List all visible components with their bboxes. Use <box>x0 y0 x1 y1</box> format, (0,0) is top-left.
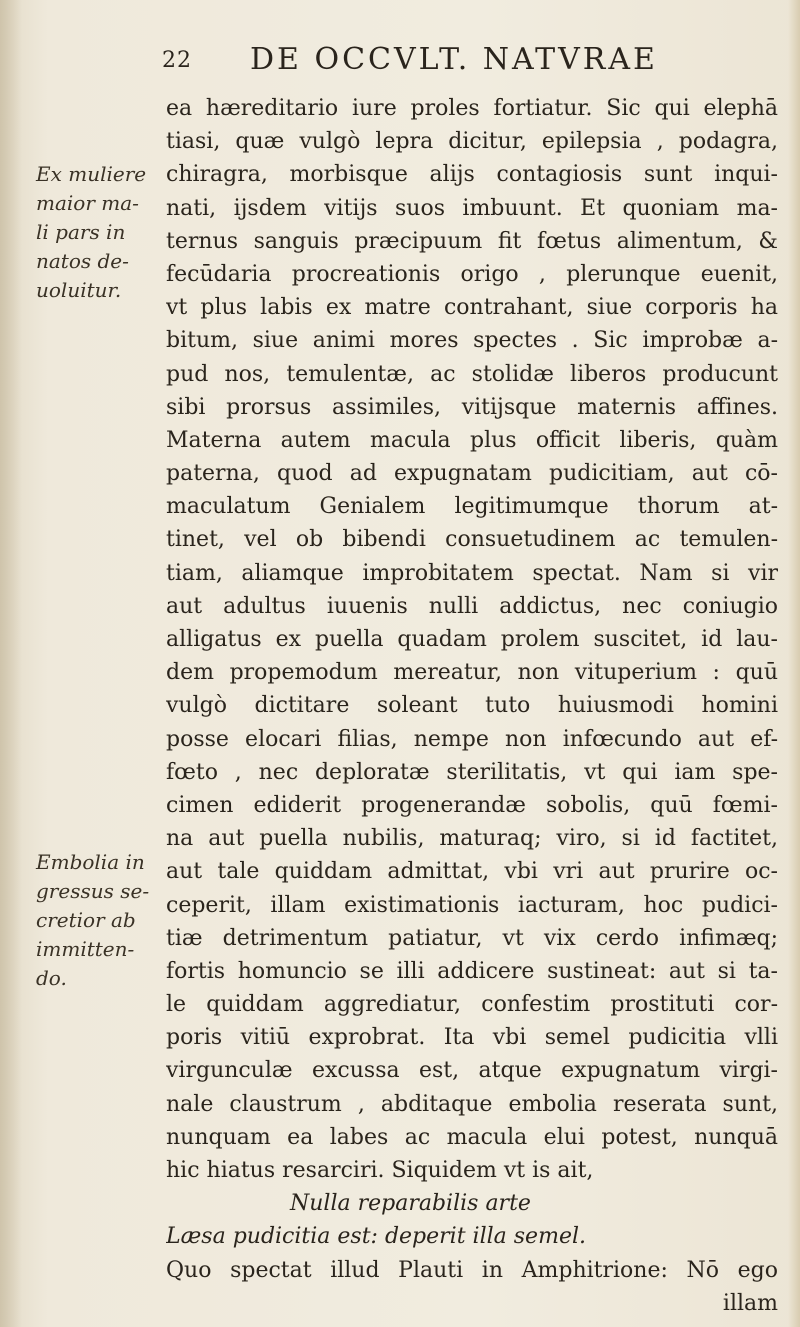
margin-note-embolia <box>36 848 156 993</box>
margin-note-line: li pars in <box>36 220 126 244</box>
text-line: nunquam ea labes ac macula elui potest, nunquā <box>166 1124 778 1150</box>
text-line: bitum, siue animi mores spectes . Sic improbæ a- <box>166 328 778 354</box>
margin-note-line: immitten- <box>36 937 135 961</box>
page-header <box>150 42 790 82</box>
text-line: tiæ detrimentum patiatur, vt vix cerdo infimæq; <box>166 925 778 951</box>
verse-line: Nulla reparabilis arte <box>290 1191 531 1217</box>
gutter-shadow <box>0 0 22 1327</box>
text-line: nale claustrum , abditaque embolia reserata sunt, <box>166 1091 778 1117</box>
text-line: tiam, aliamque improbitatem spectat. Nam si vir <box>166 560 778 586</box>
margin-note-line: do. <box>36 966 67 990</box>
text-line: dem propemodum mereatur, non vituperium : quū <box>166 660 778 686</box>
text-line: maculatum Genialem legitimumque thorum at- <box>166 494 778 520</box>
margin-note-line: Ex muliere <box>36 162 147 186</box>
page-number: 22 <box>162 48 192 73</box>
text-line: na aut puella nubilis, maturaq; viro, si id factitet, <box>166 826 778 852</box>
text-line: Quo spectat illud Plauti in Amphitrione: Nō ego <box>166 1257 778 1283</box>
text-line: hic hiatus resarciri. Siquidem vt is ait, <box>166 1158 594 1183</box>
text-line: tinet, vel ob bibendi consuetudinem ac temulen- <box>166 527 778 553</box>
text-line: chiragra, morbisque alijs contagiosis sunt inqui- <box>166 162 778 188</box>
text-line: cimen ediderit progenerandæ sobolis, quū fœmi- <box>166 792 778 818</box>
margin-note-line: uoluitur. <box>36 278 122 302</box>
text-line: vulgò dictitare soleant tuto huiusmodi homini <box>166 693 778 719</box>
body-text <box>166 92 778 1320</box>
text-line: virgunculæ excussa est, atque expugnatum virgi- <box>166 1058 778 1084</box>
text-line: fortis homuncio se illi addicere sustineat: aut si ta- <box>166 958 778 984</box>
margin-note-line: gressus se- <box>36 879 150 903</box>
running-head: DE OCCVLT. NATVRAE <box>250 42 658 77</box>
margin-note-maternal <box>36 160 156 305</box>
margin-note-line: natos de- <box>36 249 129 273</box>
catchword: illam <box>722 1290 778 1316</box>
text-line: vt plus labis ex matre contrahant, siue corporis ha <box>166 295 778 321</box>
text-line: nati, ijsdem vitijs suos imbuunt. Et quoniam ma- <box>166 195 778 221</box>
margin-note-line: Embolia in <box>36 850 145 874</box>
text-line: ea hæreditario iure proles fortiatur. Sic qui elephā <box>166 96 778 121</box>
text-line: fecūdaria procreationis origo , plerunque euenit, <box>166 261 778 287</box>
text-line: alligatus ex puella quadam prolem suscitet, id lau- <box>166 627 778 652</box>
text-line: aut adultus iuuenis nulli addictus, nec coniugio <box>166 593 778 619</box>
text-line: poris vitiū exprobrat. Ita vbi semel pudicitia vlli <box>166 1025 778 1051</box>
page-edge-shadow <box>788 0 800 1327</box>
text-line: ceperit, illam existimationis iacturam, hoc pudici- <box>166 892 778 918</box>
text-line: paterna, quod ad expugnatam pudicitiam, aut cō- <box>166 461 778 487</box>
text-line: sibi prorsus assimiles, vitijsque maternis affines. <box>166 394 778 420</box>
text-line: le quiddam aggrediatur, confestim prostituti cor- <box>166 992 778 1018</box>
verse-line: Læsa pudicitia est: deperit illa semel. <box>166 1224 586 1250</box>
text-line: tiasi, quæ vulgò lepra dicitur, epilepsia , podagra, <box>166 129 778 155</box>
text-line: fœto , nec deploratæ sterilitatis, vt qui iam spe- <box>166 759 778 785</box>
text-line: Materna autem macula plus officit liberis, quàm <box>166 427 778 453</box>
text-line: pud nos, temulentæ, ac stolidæ liberos producunt <box>166 361 778 387</box>
text-line: posse elocari filias, nempe non infœcundo aut ef- <box>166 726 778 752</box>
margin-note-line: maior ma- <box>36 191 139 215</box>
text-line: ternus sanguis præcipuum fit fœtus alimentum, & <box>166 228 778 254</box>
margin-note-line: cretior ab <box>36 908 136 932</box>
text-line: aut tale quiddam admittat, vbi vri aut prurire oc- <box>166 859 778 885</box>
